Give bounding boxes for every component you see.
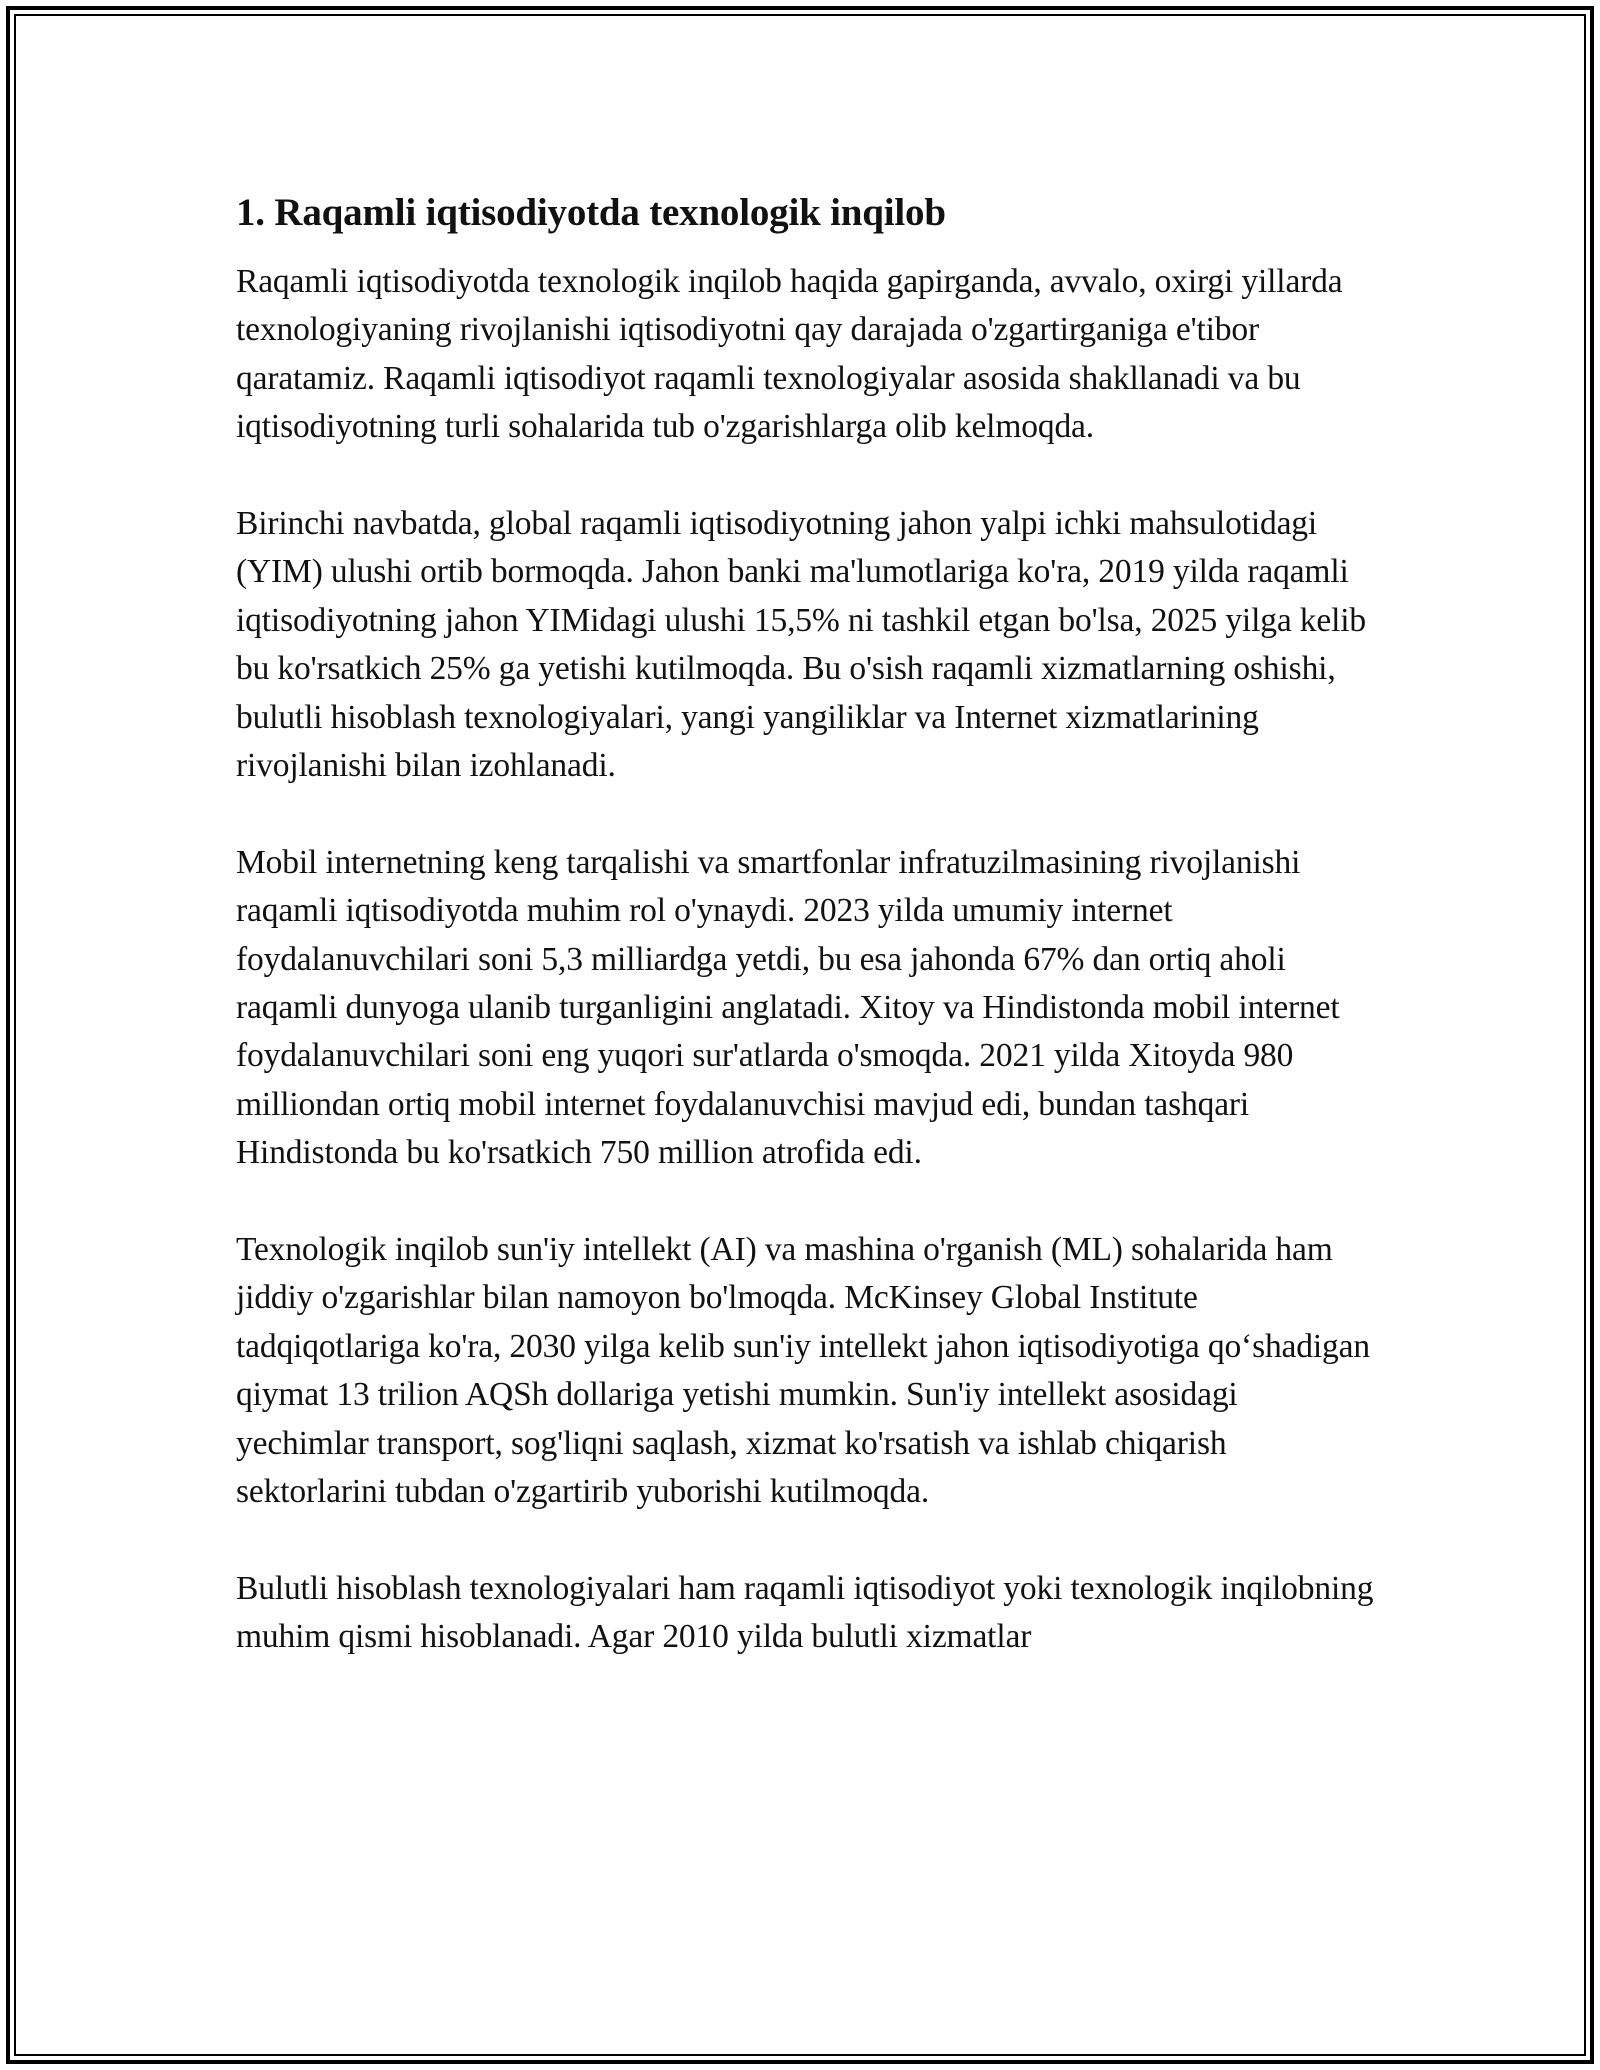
paragraph-intro: Raqamli iqtisodiyotda texnologik inqilob haqida gapirganda, avvalo, oxirgi yillarda texnologiyaning rivojlanishi iqtisodiyotni qay darajada o'zgartirganiga e'tibor qaratamiz. Raqamli iqtisodiyot raqamli texnologiyalar asosida shakllanadi va bu iqtisodiyotning turli sohalarida tub o'zgarishlarga olib kelmoqda. bbox=[236, 263, 1343, 446]
paragraph-mobile-internet: Mobil internetning keng tarqalishi va smartfonlar infratuzilmasining rivojlanishi raqamli iqtisodiyotda muhim rol o'ynaydi. 2023 yilda umumiy internet foydalanuvchilari soni 5,3 milliardga yetdi, bu esa jahonda 67% dan ortiq aholi raqamli dunyoga ulanib turganligini anglatadi. Xitoy va Hindistonda mobil internet foydalanuvchilari soni eng yuqori sur'atlarda o'smoqda. 2021 yilda Xitoyda 980 milliondan ortiq mobil internet foydalanuvchisi mavjud edi, bundan tashqari Hindistonda bu ko'rsatkich 750 million atrofida edi. bbox=[236, 843, 1340, 1172]
paragraph-cloud-computing: Bulutli hisoblash texnologiyalari ham raqamli iqtisodiyot yoki texnologik inqilobning muhim qismi hisoblanadi. Agar 2010 yilda bulutli xizmatlar bbox=[236, 1569, 1374, 1656]
paragraph-ai-ml: Texnologik inqilob sun'iy intellekt (AI) va mashina o'rganish (ML) sohalarida ham jiddiy o'zgarishlar bilan namoyon bo'lmoqda. McKinsey Global Institute tadqiqotlariga ko'ra, 2030 yilga kelib sun'iy intellekt jahon iqtisodiyotiga qo‘shadigan qiymat 13 trilion AQSh dollariga yetishi mumkin. Sun'iy intellekt asosidagi yechimlar transport, sog'liqni saqlash, xizmat ko'rsatish va ishlab chiqarish sektorlarini tubdan o'zgartirib yuborishi kutilmoqda. bbox=[236, 1231, 1370, 1511]
document-body bbox=[236, 190, 1376, 1662]
section-heading: 1. Raqamli iqtisodiyotda texnologik inqilob bbox=[236, 191, 946, 234]
paragraph-gdp-share: Birinchi navbatda, global raqamli iqtisodiyotning jahon yalpi ichki mahsulotidagi (YIM) ulushi ortib bormoqda. Jahon banki ma'lumotlariga ko'ra, 2019 yilda raqamli iqtisodiyotning jahon YIMidagi ulushi 15,5% ni tashkil etgan bo'lsa, 2025 yilga kelib bu ko'rsatkich 25% ga yetishi kutilmoqda. Bu o'sish raqamli xizmatlarning oshishi, bulutli hisoblash texnologiyalari, yangi yangiliklar va Internet xizmatlarining rivojlanishi bilan izohlanadi. bbox=[236, 505, 1367, 785]
